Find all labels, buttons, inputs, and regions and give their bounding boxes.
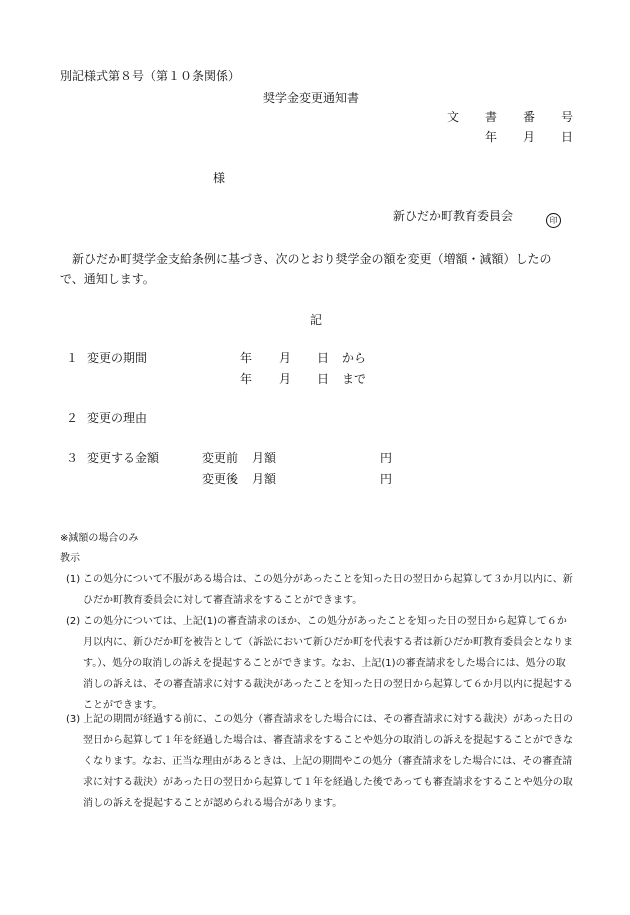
issuer-name: 新ひだか町教育委員会 bbox=[393, 209, 514, 223]
period-to-suffix: まで bbox=[342, 372, 367, 386]
doc-number-char-3: 番 bbox=[523, 110, 536, 124]
official-seal-icon: 印 bbox=[546, 208, 561, 228]
document-title: 奨学金変更通知書 bbox=[263, 91, 360, 105]
notice-item-number: (3) bbox=[66, 714, 81, 725]
item-2-label: 変更の理由 bbox=[87, 411, 148, 425]
item-1-number: １ bbox=[66, 351, 79, 365]
notice-item-text: この処分については、上記(1)の審査請求のほか、この処分があったことを知った日の翌日から起算して６か月以内に、新ひだか町を被告として（訴訟において新ひだか町を代表する者は新ひだか町教育委員会となります。）、処分の取消しの訴えを提起することができます。なお、上記(1)の審査請求をした場合には、処分の取消しの訴えは、その審査請求に対する裁決があったことを知った日の翌日から起算して６か月以内に提起することができます。 bbox=[83, 616, 573, 711]
notice-heading: 教示 bbox=[60, 553, 80, 564]
notice-item-3 bbox=[66, 709, 574, 814]
notice-item-text: この処分について不服がある場合は、この処分があったことを知った日の翌日から起算して３か月以内に、新ひだか町教育委員会に対して審査請求をすることができます。 bbox=[83, 574, 573, 606]
item-3-label: 変更する金額 bbox=[87, 451, 160, 465]
doc-number-char-4: 号 bbox=[561, 110, 574, 124]
notice-item-text: 上記の期間が経過する前に、この処分（審査請求をした場合には、その審査請求に対する裁決）があった日の翌日から起算して１年を経過した場合は、審査請求をすることや処分の取消しの訴えを提起することができなくなります。なお、正当な理由があるときは、上記の期間やこの処分（審査請求をした場合には、その審査請求に対する裁決）があった日の翌日から起算して１年を経過した後であっても審査請求をすることや処分の取消しの訴えを提起することが認められる場合があります。 bbox=[83, 714, 573, 809]
body-paragraph: 新ひだか町奨学金支給条例に基づき、次のとおり奨学金の額を変更（増額・減額）したので、通知します。 bbox=[60, 252, 552, 286]
doc-number-char-2: 書 bbox=[485, 110, 498, 124]
amount-before-label: 変更前 bbox=[202, 451, 239, 465]
addressee-suffix: 様 bbox=[213, 171, 226, 185]
amount-after-monthly: 月額 bbox=[252, 472, 277, 486]
period-from-month: 月 bbox=[279, 351, 292, 365]
item-2-number: ２ bbox=[66, 411, 79, 425]
item-1-label: 変更の期間 bbox=[87, 351, 148, 365]
item-3-number: ３ bbox=[66, 451, 79, 465]
period-to-month: 月 bbox=[279, 372, 292, 386]
notice-item-1 bbox=[66, 569, 574, 611]
amount-before-monthly: 月額 bbox=[252, 451, 277, 465]
notice-item-2 bbox=[66, 611, 574, 716]
notice-item-number: (1) bbox=[66, 574, 81, 585]
period-from-suffix: から bbox=[342, 351, 367, 365]
period-from-day: 日 bbox=[317, 351, 330, 365]
reduction-only-note: ※減額の場合のみ bbox=[60, 533, 139, 544]
period-to-day: 日 bbox=[317, 372, 330, 386]
notice-item-number: (2) bbox=[66, 616, 81, 627]
period-from-year: 年 bbox=[240, 351, 253, 365]
doc-number-char-1: 文 bbox=[447, 110, 460, 124]
date-month: 月 bbox=[523, 130, 536, 144]
date-day: 日 bbox=[561, 130, 574, 144]
ki-marker: 記 bbox=[310, 313, 323, 327]
period-to-year: 年 bbox=[240, 372, 253, 386]
amount-after-label: 変更後 bbox=[202, 472, 239, 486]
form-number: 別記様式第８号（第１０条関係） bbox=[60, 69, 241, 83]
amount-before-yen: 円 bbox=[380, 451, 393, 465]
date-year: 年 bbox=[485, 130, 498, 144]
amount-after-yen: 円 bbox=[380, 472, 393, 486]
